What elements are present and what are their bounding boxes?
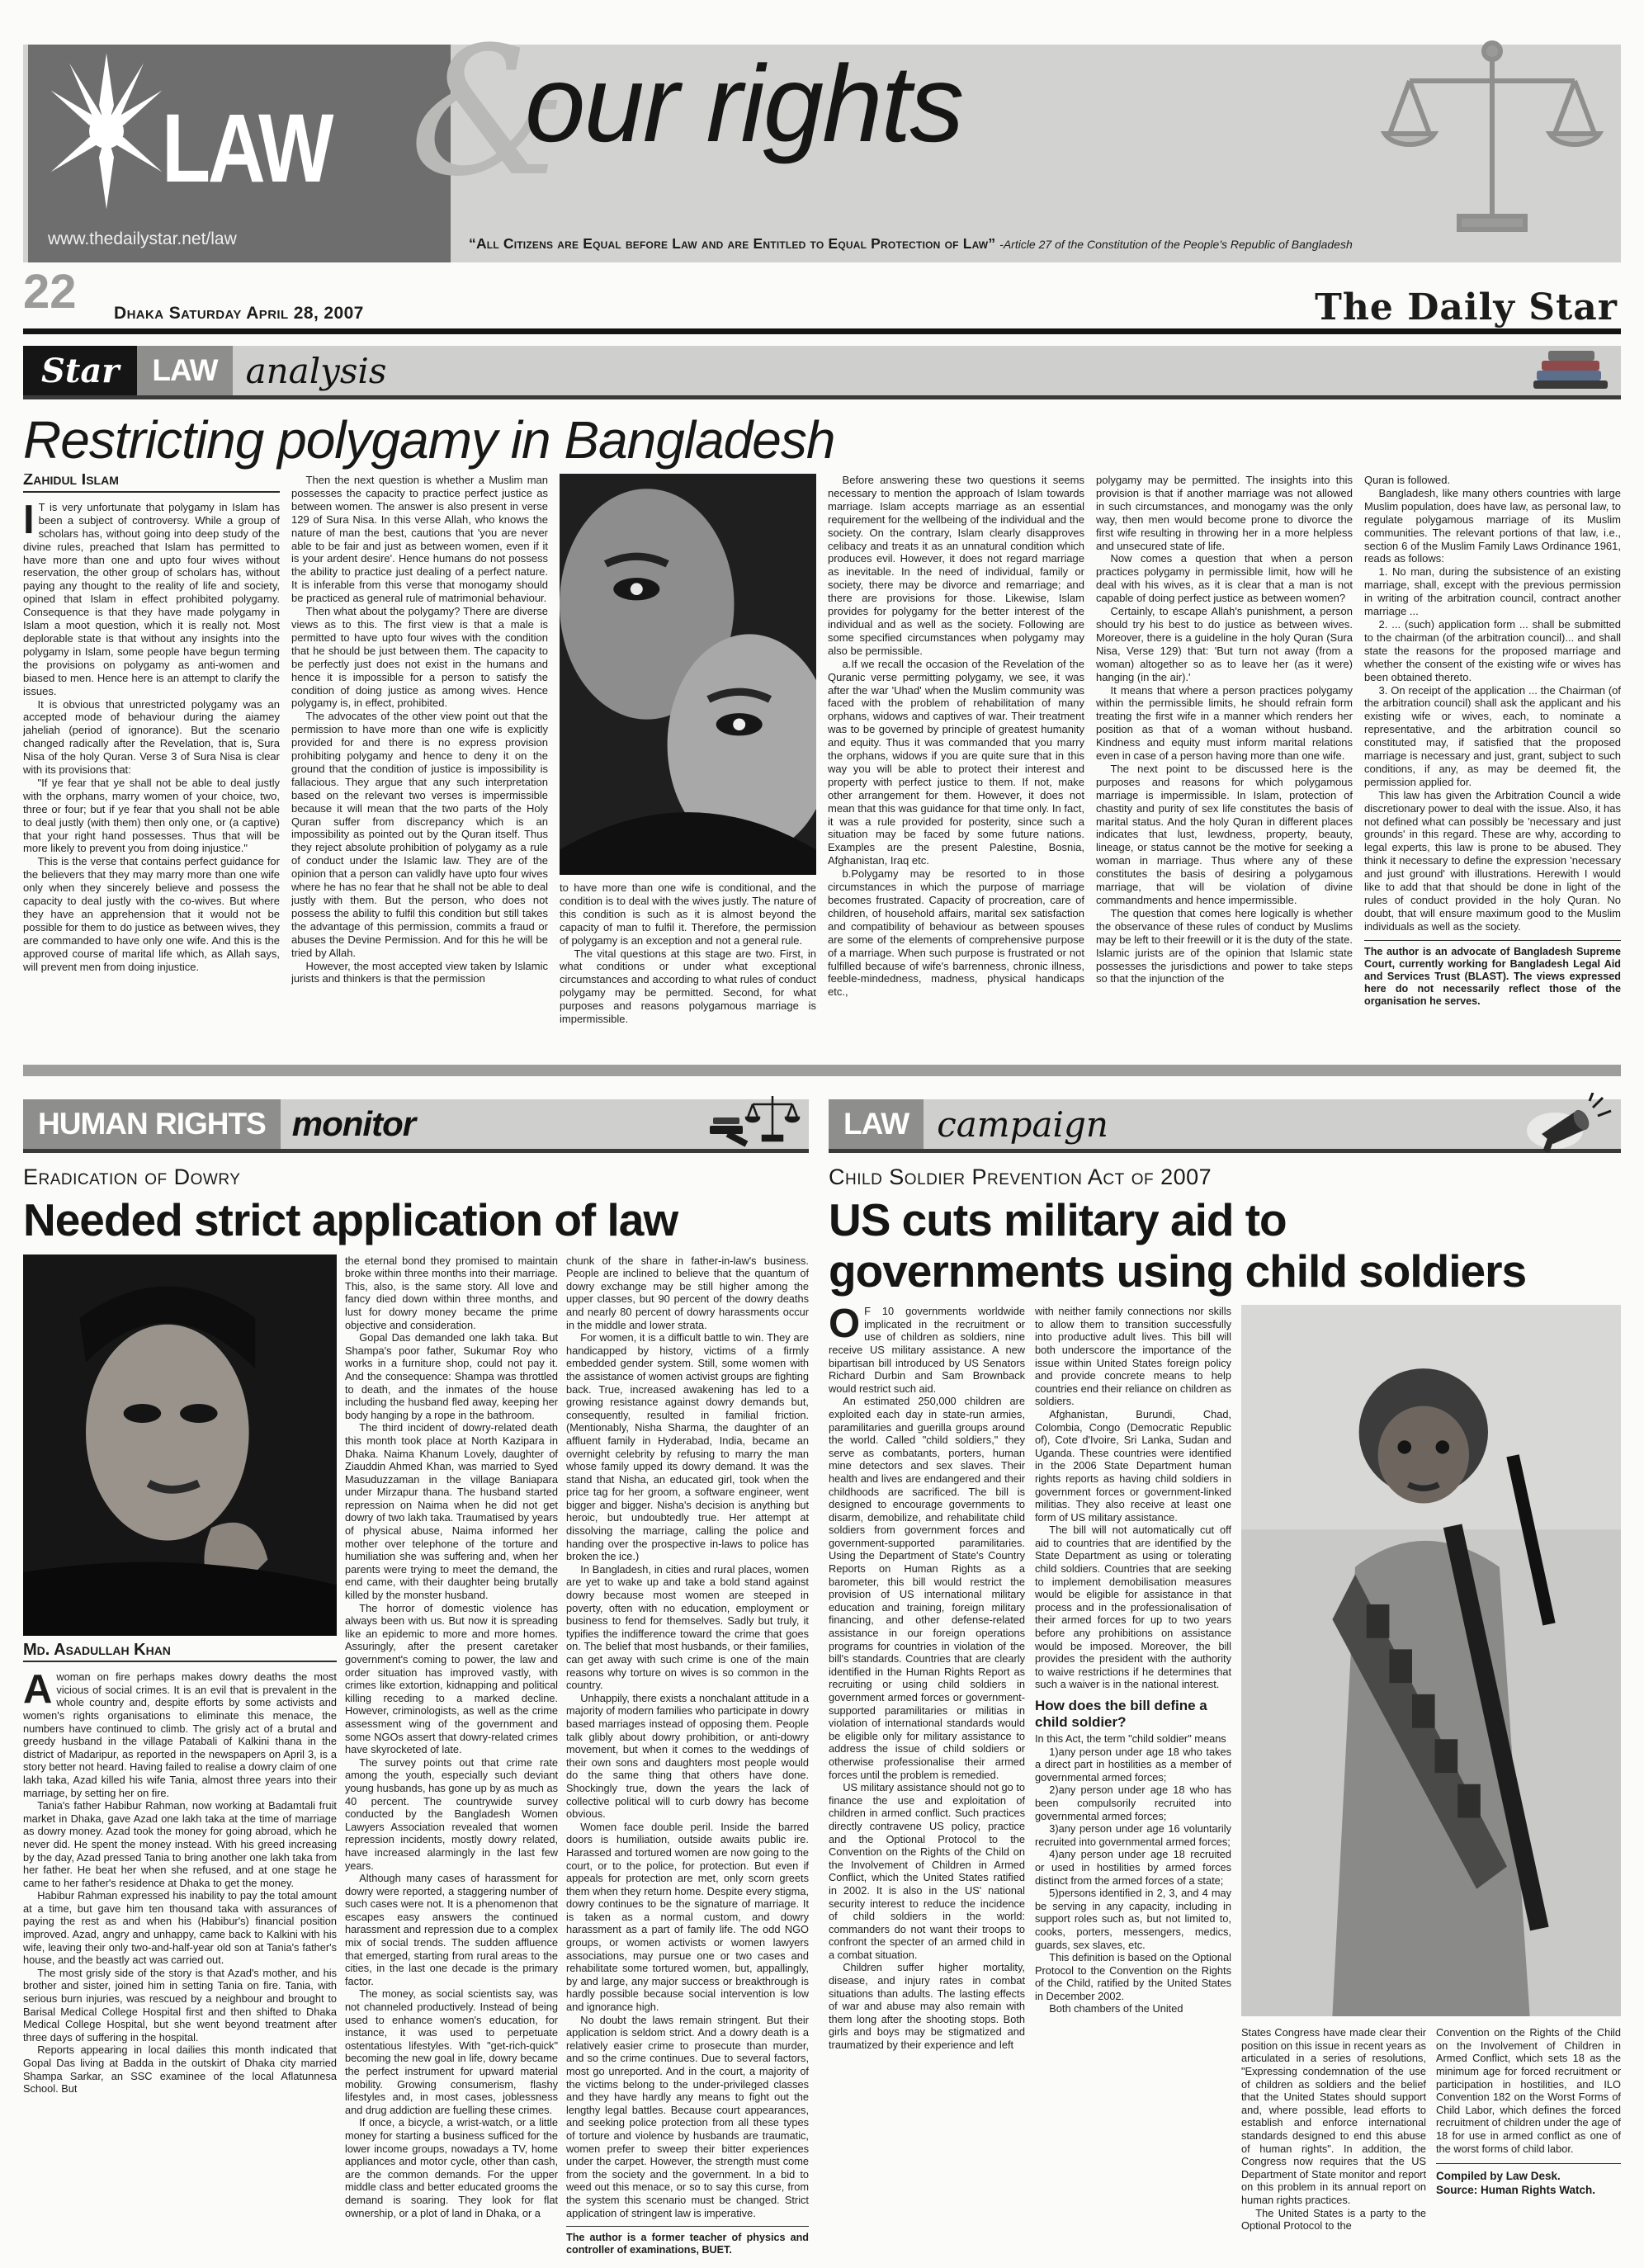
- paragraph: Children suffer higher mortality, disease, and injury rates in combat situations than adults. The lasting effects of war and abuse may also remain with them long after the shooting stops. Both girls and boys may be stigmatized and traumatized by their experience and left: [829, 1961, 1025, 2052]
- article-text: [291, 474, 548, 985]
- article-text: [1035, 1305, 1231, 1691]
- dateline: Dhaka Saturday April 28, 2007: [114, 304, 364, 323]
- paragraph: Habibur Rahman expressed his inability to pay the total amount at a time, but gave him ten thousand taka with assurances of paying the rest as and when his (Habibur's) financial position improved. Azad, angry and unhappy, came back to Kalkini with his wife, leaving their only two-and-half-year old son at Tania's father's house, and the beastly act was carried out.: [23, 1889, 337, 1967]
- campaign-credits: [1436, 2163, 1621, 2197]
- analysis-byline: Zahidul Islam: [23, 474, 280, 493]
- section-divider: [23, 1065, 1621, 1076]
- scales-books-gavel-icon: [705, 1093, 804, 1156]
- article-text: [23, 1667, 337, 2096]
- paragraph: Bangladesh, like many others countries with large Muslim population, does have law, as personal law, to regulate polygamous marriage of its Muslim communities. The relevant portions of that law, i.e., section 6 of the Muslim Family Laws Ordinance 1961, reads as follows:: [1364, 486, 1621, 565]
- paragraph: In Bangladesh, in cities and rural places, women are yet to wake up and take a bold stand against dowry because most women are steeped in poverty, often with no education, employment or business to fend for themselves. Sadly but truly, it typifies the indifference toward the crime that goes on. The belief that most husbands, or their families, can get away with such crime is one of the main reasons why torture on wives is so common in the country.: [566, 1562, 809, 1692]
- monitor-headline: Needed strict application of law: [23, 1194, 678, 1245]
- analysis-author-note: The author is an advocate of Bangladesh Supreme Court, currently working for Bangladesh Legal Aid and Services Trust (BLAST). The views expressed here do not necessarily reflect those of the organisation he serves.: [1364, 940, 1621, 1008]
- tagline-attribution: -Article 27 of the Constitution of the People's Republic of Bangladesh: [999, 238, 1353, 251]
- analysis-column-2: [291, 474, 548, 1051]
- paragraph: Now comes a question that when a person practices polygamy in permissible limit, how will he deal with his wives, as it is clear that a man is not capable of doing perfect justice as between women?: [1096, 552, 1353, 605]
- campaign-column-1: [829, 1305, 1025, 2268]
- compiled-by: Compiled by Law Desk.: [1436, 2170, 1561, 2183]
- article-text: [560, 881, 816, 1026]
- source-line: Source: Human Rights Watch.: [1436, 2184, 1596, 2197]
- article-text: [566, 1254, 809, 2220]
- paragraph: b.Polygamy may be resorted to in those circumstances in which the purpose of marriage becomes frustrated. Capacity of procreation, care of children, of household affairs, marital sex satisfaction and compatibility of behaviour as between spouses are some of the elements of comprehensive purpose of a marriage. When such purpose is frustrated or not fulfilled because of wife's barrenness, chronic illness, feeble-mindedness, madness, physical handicaps etc.,: [828, 867, 1084, 999]
- paragraph: If once, a bicycle, a wrist-watch, or a little money for starting a business sufficed for the lower income groups, nowadays a TV, home appliances and motor cycle, other than cash, are the common demands. For the upper middle class and better educated grooms the demand is soaring. They look for flat ownership, or a plot of land in Dhaka, or a: [345, 2116, 558, 2219]
- paragraph: Both chambers of the United: [1049, 2002, 1183, 2015]
- section-rule: [829, 1149, 1621, 1153]
- analysis-column-1: [23, 474, 280, 1051]
- paragraph: the eternal bond they promised to maintain broke within three months into their marriage. This, also, is the same story. All love and fancy died down within three months, and lust for dowry money became the prime objective and consideration.: [345, 1254, 558, 1331]
- paragraph: 4)any person under age 18 recruited or used in hostilities by armed forces distinct from the armed forces of a state;: [1035, 1848, 1231, 1887]
- analysis-headline: Restricting polygamy in Bangladesh: [23, 410, 835, 470]
- paragraph: States Congress have made clear their position on this issue in recent years as articulated in a series of resolutions, "Expressing condemnation of the use of children as soldiers and the belief that the United States should support and, where possible, lead efforts to establish and enforce international standards designed to end this abuse of human rights". In addition, the Congress now requires that the US Department of State monitor and report on this problem in its annual report on human rights practices.: [1241, 2026, 1426, 2206]
- article-text: [345, 1254, 558, 2220]
- paragraph: For women, it is a difficult battle to win. They are handicapped by history, victims of a firmly embedded gender system. Still, some women with the assistance of women activist groups are fighting back. True, increased awakening has led to a growing resistance against dowry demands but, consequently, resulted in familial friction.(Mentionably, Nisha Sharma, the daughter of an affluent family in Hyderabad, India, became an overnight celebrity by refusing to marry the man whose family upped its dowry demand. It was the stand that Nisha, an educated girl, took when the price tag for her groom, a software engineer, went bigger and bigger. Nisha's decision is anything but heroic, but undoubtedly true. Her attempt at dissolving the marriage, calling the police and handing over the prospective in-laws to police has broken the ice.): [566, 1331, 809, 1563]
- paragraph: The money, as social scientists say, was not channeled productively. Instead of being used to enhance women's education, for instance, it was used to perpetuate ostentatious lifestyles. With "get-rich-quick" becoming the new goal in life, dowry became the perfect instrument for upward material mobility. Growing consumerism, flashy lifestyles and, in most cases, joblessness and drug addiction are fuelling these crimes.: [345, 1987, 558, 2116]
- paragraph: Then the next question is whether a Muslim man possesses the capacity to practice perfect justice as between women. The answer is also present in verse 129 of Sura Nisa. In this verse Allah, who knows the nature of man the best, cautions that 'you are never able to be fair and just as between women, even if it is your ardent desire'. Hence humans do not possess the ability to practice just dealing of a perfect nature. It is inferable from this verse that monogamy should be practiced as general rule of matrimonial behaviour.: [291, 474, 548, 605]
- campaign-kicker: Child Soldier Prevention Act of 2007: [829, 1165, 1212, 1189]
- paragraph: Tania's father Habibur Rahman, now working at Badamtali fruit market in Dhaka, gave Azad one lakh taka at the time of marriage as dowry money. Azad took the money for going abroad, which he never did. He spent the money instead. With his greed increasing by the day, Azad pressed Tania to bring another one lakh taka from her father. He beat her when she refused, and at one stage he came to her father's residence at Dhaka to get the money.: [23, 1799, 337, 1889]
- analysis-column-6: [1364, 474, 1621, 1051]
- section-rule: [23, 1149, 809, 1153]
- paragraph: This law has given the Arbitration Council a wide discretionary power to deal with the issue. Also, it has not defined what can possibly be 'necessary and just grounds' in this regard. These are why, according to legal experts, this law is prone to be abused. They think it necessary to define the expression 'necessary and just ground' with illustrations. Herewith I would like to add that that should be done in light of the rules of conduct provided in the holy Quran. No doubt, that will ensure maximum good to the Muslim individuals as well as the society.: [1364, 788, 1621, 933]
- section-name-analysis: analysis: [245, 350, 387, 391]
- paragraph: This is the verse that contains perfect guidance for the believers that they may marry more than one wife only when they sincerely believe and possess the capacity to deal justly with the co-wives. But where they have an apprehension that it would not be possible for them to do justice as between wives, they are commanded to have only one wife. And this is the approved course of marital life which, as Allah says, will prevent men from doing injustice.: [23, 855, 280, 973]
- monitor-column-2: [345, 1254, 558, 2268]
- paragraph: It is obvious that unrestricted polygamy was an accepted mode of behaviour during the aiamey jaheliah (period of ignorance). But the scenario changed radically after the Revelation, that is, Sura Nisa of the holy Quran. Verse 3 of Sura Nisa is clear with its provisions that:: [23, 697, 280, 777]
- paragraph: 5)persons identified in 2, 3, and 4 may be serving in any capacity, including in support roles such as, but not limited to, cooks, porters, messengers, medics, guards, sex slaves, etc.: [1035, 1887, 1231, 1951]
- page-info-row: [23, 265, 1621, 328]
- section-bar-analysis: [23, 346, 1621, 395]
- paragraph: However, the most accepted view taken by Islamic jurists and thinkers is that the permission: [291, 959, 548, 985]
- masthead-title-our-rights: our rights: [525, 43, 963, 164]
- campaign-column-2: [1035, 1305, 1231, 2268]
- page-number: 22: [23, 265, 77, 319]
- paragraph: with neither family connections nor skills to allow them to transition successfully into productive adult lives. This bill will both underscore the importance of the issue within United States foreign policy and provide concrete means to help countries end their reliance on children as soldiers.: [1035, 1305, 1231, 1408]
- paragraph: Awoman on fire perhaps makes dowry deaths the most vicious of social crimes. It is an evil that is prevalent in the whole country and, despite efforts by some activists and women's rights organisations to eliminate this menace, the numbers have continued to climb. The grisly act of a brutal and greedy husband in the village Patabali of Kalkini thana in the district of Madaripur, as reported in the newspapers on April 3, is a story better not heard. Having failed to realise a dowry claim of one lakh taka, Azad killed his wife Tania, almost three years into their marriage, by setting her on fire.: [23, 1667, 337, 1799]
- masthead-website-link[interactable]: www.thedailystar.net/law: [48, 229, 237, 248]
- section-bar-campaign: [829, 1099, 1621, 1149]
- campaign-column-3-left: [1241, 2026, 1426, 2233]
- paragraph: The horror of domestic violence has always been with us. But now it is spreading like an epidemic to more and more homes. Assuringly, after the present caretaker government's coming to power, the law and order situation has improved vastly, with crimes like extortion, kidnapping and political killing receding to a marked decline. However, criminologists, as well as the crime assessment wing of the government and some NGOs assert that dowry-related crimes have skyrocketed of late.: [345, 1601, 558, 1756]
- scales-of-justice-icon: [1368, 38, 1616, 263]
- monitor-byline: Md. Asadullah Khan: [23, 1644, 337, 1663]
- paragraph: Certainly, to escape Allah's punishment, a person should try his best to do justice as between wives. Moreover, there is a guideline in the holy Quran (Sura Nisa, Verse 129) that: 'But turn not away (from a woman) altogether so as to leave her (as it were) hanging (in the air).': [1096, 605, 1353, 683]
- paragraph: Unhappily, there exists a nonchalant attitude in a majority of modern families who participate in dowry based marriages instead of opposing them. People talk glibly about dowry prohibition, or anti-dowry movement, but when it comes to the weddings of their own sons and daughters most people would do the same thing that others have done. Shockingly true, down the years the lack of collective political will to curb dowry has become obvious.: [566, 1691, 809, 1821]
- campaign-headline: US cuts military aid to governments using child soldiers: [829, 1194, 1527, 1297]
- masthead: [23, 8, 1621, 262]
- masthead-tagline: [469, 235, 1357, 253]
- paragraph: The vital questions at this stage are two. First, in what conditions or under what exceptional circumstances and according to what rules of conduct polygamy may be permitted. Second, for what purposes and reasons polygamous marriage is impermissible.: [560, 947, 816, 1026]
- paragraph: 2. ... (such) application form ... shall be submitted to the chairman (of the arbitration council)... and shall state the reasons for the proposed marriage and whether the consent of the existing wife or wives has been obtained thereto.: [1364, 617, 1621, 683]
- paragraph: Women face double peril. Inside the barred doors is humiliation, outside awaits public ire. Harassed and tortured women are now going to the court, or to the police, for protection. But even if appeals for protection are met, only scorn greets them when they return home. Despite every stigma, dowry continues to be the signature of marriage. It is taken as a normal custom, and dowry harassment as a part of family life. The odd NGO groups, or women activists or women lawyers associations, may pursue one or two cases and rehabilitate some tortured women, but, appallingly, by and large, any major success or breakthrough is hardly possible because social intervention is low and ignorance high.: [566, 1820, 809, 2014]
- campaign-column-3-right: [1436, 2026, 1621, 2233]
- paragraph: 3. On receipt of the application ... the Chairman (of the arbitration council) shall ask the applicant and his existing wife or wives, each, to nominate a representative, and the arbitration council so constituted may, if satisfied that the proposed marriage is necessary and just, grant, subject to such conditions, if any, as may be deemed fit, the permission applied for.: [1364, 683, 1621, 788]
- section-brand-star: Star: [23, 346, 137, 395]
- analysis-column-5: [1096, 474, 1353, 1051]
- paragraph: a.If we recall the occasion of the Revelation of the Quranic verse permitting polygamy, we see, it was after the war 'Uhad' when the Muslim community was faced with the problem of rehabilitation of many orphans, widows and captives of war. Their treatment was to be governed by principle of greatest humanity and equity. Thus it was commanded that you marry the orphans, widows if you are quite sure that in this way you will be able to protect their interest and property with perfect justice to them. If not, make other arrangement for them. However, it does not mean that this was guidance for that time only. In fact, it was a rule provided for posterity, since such a situation may be faced by some future nations. Examples are the present Palestine, Bosnia, Afghanistan, Iraq etc.: [828, 657, 1084, 867]
- paragraph: Afghanistan, Burundi, Chad, Colombia, Congo (Democratic Republic of), Cote d'Ivoire, Sri Lanka, Sudan and Uganda. These countries were identified in the 2006 State Department human rights reports as having child soldiers in government forces or government-linked militias. They also receive at least one form of US military assistance.: [1035, 1407, 1231, 1524]
- polygamy-photo: [560, 474, 816, 875]
- paragraph: Before answering these two questions it seems necessary to mention the approach of Islam towards marriage. Islam accepts marriage as an essential requirement for the wellbeing of the individual and the society. On the contrary, Islam clearly disapproves celibacy and treats it as an unnatural condition which produces evil. However, it does not regard marriage as inevitable. In the need of individual, family or society, there may be divorce and remarriage; and there are provisions for those. Likewise, Islam provides for polygamy for the better interest of the individual and as well as the society. Following are some specified circumstances when polygamy may also be permissible.: [828, 474, 1084, 657]
- section-rule: [23, 395, 1621, 399]
- paragraph: Gopal Das demanded one lakh taka. But Shampa's poor father, Sukumar Roy who works in a furniture shop, could not pay it. And the consequence: Shampa was throttled to death, and the inmates of the house including the husband fled away, keeping her body hanging by a rope in the bathroom.: [345, 1331, 558, 1421]
- paragraph: 1. No man, during the subsistence of an existing marriage, shall, except with the previous permission in writing of the arbitration council, contract another marriage ...: [1364, 565, 1621, 618]
- paragraph: This definition is based on the Optional Protocol to the Convention on the Rights of the Child, ratified by the United States in December 2002.: [1035, 1951, 1231, 2002]
- paragraph: to have more than one wife is conditional, and the condition is to deal with the wives justly. The nature of this condition is such as it is almost beyond the capacity of man to fulfil it. Therefore, the permission of polygamy is an exception and not a general rule.: [560, 881, 816, 947]
- paragraph: polygamy may be permitted. The insights into this provision is that if another marriage was not allowed in such circumstances, and monogamy was the only way, then men would become prone to divorce the first wife resulting in throwing her in a more helpless and unsecured state of life.: [1096, 474, 1353, 552]
- paragraph: 3)any person under age 16 voluntarily recruited into governmental armed forces;: [1035, 1822, 1231, 1848]
- paragraph: OF 10 governments worldwide implicated in the recruitment or use of children as soldiers, nine receive US military assistance. A new bipartisan bill introduced by US Senators Richard Durbin and Sam Brownback would restrict such aid.: [829, 1305, 1025, 1395]
- paragraph: The survey points out that crime rate among the youth, especially such deviant young husbands, has gone up by as much as 40 percent. The countrywide survey conducted by the Bangladesh Women Lawyers Association revealed that women repression incidents, mostly dowry related, have increased alarmingly in the last few years.: [345, 1755, 558, 1872]
- campaign-column-3: [1241, 1305, 1621, 2268]
- masthead-title-law: LAW: [162, 94, 332, 203]
- paragraph: "If ye fear that ye shall not be able to deal justly with the orphans, marry women of your choice, two, three or four; but if ye fear that you shall not be able to deal justly (with them) then only one, or (a captive) that your right hand possesses. Thus that will be more likely to prevent you from doing injustice.": [23, 776, 280, 855]
- paragraph: The advocates of the other view point out that the permission to have more than one wife is explicitly provided for and there is no express provision prohibiting polygamy and hence to deny it on the ground that the condition of justice is impossibility is fallacious. They argue that any such interpretation based on the relevant two verses is impermissible because it will mean that the two parts of the Holy Quran suffer from discrepancy which is an impossibility as pointed out by the Quran itself. Thus they reject absolute prohibition of polygamy as a rule of conduct under the Islamic law. They are of the opinion that a person can validly have upto four wives where he has no fear that he shall not be able to deal justly with them. But the person, who does not possess the ability to fulfil this condition but still takes the advantage of this permission, commits a fraud or abuses the Devine Permission. And for this he will be tried by Allah.: [291, 710, 548, 959]
- paragraph: The third incident of dowry-related death this month took place at North Kazipara in Dhaka. Naima Khanum Lovely, daughter of Ziauddin Ahmed Khan, was married to Syed Masuduzzaman in the village Baniapara under Mirzapur thana. The husband started repression on Naima when he did not get dowry of two lakh taka. Traumatised by years of physical abuse, Naima informed her mother over telephone of the torture and humiliation she was suffering and, when her parents were trying to meet the demand, the end came, with their daughter being brutally killed by the monster husband.: [345, 1421, 558, 1602]
- paragraph: 1)any person under age 18 who takes a direct part in hostilities as a member of governmental armed forces;: [1035, 1745, 1231, 1784]
- analysis-column-4: [828, 474, 1084, 1051]
- child-soldier-photo: [1241, 1305, 1621, 2016]
- analysis-body: [23, 474, 1621, 1051]
- article-text: [1241, 2026, 1426, 2233]
- paragraph: 2)any person under age 18 who has been compulsorily recruited into governmental armed forces;: [1035, 1784, 1231, 1822]
- megaphone-icon: [1517, 1093, 1616, 1160]
- monitor-author-note: The author is a former teacher of physics and controller of examinations, BUET.: [566, 2226, 809, 2256]
- paragraph: The bill will not automatically cut off aid to countries that are identified by the State Department as using or tolerating child soldiers. Countries that are seeking to implement demobilisation measures would be eligible for assistance in that process and in the professionalisation of their armed forces for up to two years before any prohibitions on assistance would be imposed. Moreover, the bill provides the president with the authority to waive restrictions if he determines that such a waiver is in the national interest.: [1035, 1524, 1231, 1691]
- paragraph: In this Act, the term "child soldier" means: [1035, 1732, 1226, 1745]
- paragraph: Then what about the polygamy? There are diverse views as to this. The first view is that a male is permitted to have upto four wives with the condition that he should be just between them. The capacity to be perfectly just does not exist in the humans and hence it is impossible for a person to satisfy the condition of doing justice as among wives. Hence polygamy is, in effect, prohibited.: [291, 605, 548, 710]
- section-tag-human-rights: HUMAN RIGHTS: [23, 1099, 281, 1149]
- monitor-column-3: [566, 1254, 809, 2268]
- star-burst-icon: [45, 53, 168, 214]
- monitor-column-1: [23, 1254, 337, 2268]
- paragraph: The next point to be discussed here is the purposes and reasons for which polygamous marriage is impermissible. In Islam, protection of chastity and purity of sex life constitutes the basis of marital status. And the holy Quran in different places indicates that lust, lewdness, property, beauty, lineage, or status cannot be the motive for seeking a woman in marriage. Thus where any of these constitutes the basis of desiring a polygamous marriage, that will be violation of divine commandments and hence impermissible.: [1096, 762, 1353, 906]
- campaign-subhead: How does the bill define a child soldier?: [1035, 1698, 1207, 1730]
- paragraph: It means that where a person practices polygamy within the permissible limits, he should refrain form treating the first wife in a manner which renders her position as that of a woman without husband. Kindness and equity must inform marital relations even in case of a person having more than one wife.: [1096, 683, 1353, 763]
- section-name-monitor: monitor: [291, 1104, 416, 1143]
- paragraph: Quran is followed.: [1364, 474, 1451, 486]
- paragraph: Convention on the Rights of the Child on the Involvement of Children in Armed Conflict, which sets 18 as the minimum age for forced recruitment or participation in hostilities, and ILO Convention 182 on the Worst Forms of Child Labor, which defines the forced recruitment of children under the age of 18 for use in armed conflict as one of the worst forms of child labor.: [1436, 2026, 1621, 2155]
- paragraph: Although many cases of harassment for dowry were reported, a staggering number of such cases were not. It is a phenomenon that escapes easy answers the continued harassment and repression due to a complex mix of social trends. The sudden affluence that emerged, starting from rural areas to the cities, in the last one decade is the primary factor.: [345, 1872, 558, 1987]
- article-text: [1096, 474, 1353, 985]
- paragraph: The United States is a party to the Optional Protocol to the: [1241, 2206, 1426, 2233]
- section-bar-monitor: [23, 1099, 809, 1149]
- top-rule: [23, 328, 1621, 334]
- paragraph: The most grisly side of the story is that Azad's mother, and his brother and sister, joined him in setting Tania on fire. Tania, with serious burn injuries, was rescued by a neighbour and brought to Barisal Medical College Hospital first and then shifted to Dhaka Medical College Hospital, but she went beyond treatment after three days of suffering in the hospital.: [23, 1966, 337, 2044]
- section-tag-law: LAW: [829, 1099, 924, 1149]
- paragraph: No doubt the laws remain stringent. But their application is seldom strict. And a dowry death is a relatively easier crime to prosecute than murder, and so the crime continues. Due to several factors, most go unreported. And in the court, a majority of the victims belong to the under-privileged classes and they have hardly any means to fight out the lengthy legal battles. Because court appearances, and seeking police protection from all these types of torture and violence by husbands are traumatic, women prefer to sweep their bitter experiences under the carpet. However, the strength must come from the society and the government. In a bid to weed out this menace, or so to say this curse, from the system this scenario must be changed. Strict application of stringent law is imperative.: [566, 2013, 809, 2219]
- paragraph: IT is very unfortunate that polygamy in Islam has been a subject of controversy. While a group of scholars has, without going into deep study of the divine rules, preached that Islam has permitted to have more than one and upto four wives without reservation, the other group of scholars has, without paying any thought to the reality of life and society, opined that Islam in effect prohibited polygamy. Consequence is that they have made polygamy in Islam a moot question, which it is really not. Most deplorable state is that without any insights into the polygamy in Islam, some people have begun terming the provisions on polygamy as anti-women and biased to men. Hence here is an attempt to clarify the issues.: [23, 497, 280, 697]
- paragraph: The question that comes here logically is whether the observance of these rules of conduct by Muslims may be left to their freewill or it is the duty of the state. Islamic jurists are of the opinion that Islamic state possesses the jurisdictions and power to take steps so that the injunction of the: [1096, 906, 1353, 985]
- article-text: [1035, 1732, 1231, 2015]
- paragraph: Reports appearing in local dailies this month indicated that Gopal Das living at Badda in the outskirt of Dhaka city married Shampa Sarkar, an SSC examinee of the local Aflatunnesa School. But: [23, 2044, 337, 2096]
- paragraph: chunk of the share in father-in-law's business. People are inclined to believe that the quantum of dowry exchange may be still higher among the upper classes, but 90 percent of the dowry deaths and nearly 80 percent of dowry harassments occur in the middle and lower strata.: [566, 1254, 809, 1331]
- article-text: [828, 474, 1084, 999]
- dowry-victim-photo: [23, 1254, 337, 1636]
- paragraph: US military assistance should not go to finance the use and exploitation of children in armed conflict. Such practices directly contravene US policy, practice and the Optional Protocol to the Convention on the Rights of the Child on the Involvement of Children in Armed Conflict, which the United States ratified in 2002. It is also in the US' national security interest to reduce the incidence of child soldiers in the world: commanders do not want their troops to confront the specter of an armed child in a combat situation.: [829, 1781, 1025, 1961]
- masthead-ampersand: &: [409, 8, 568, 215]
- article-text: [829, 1305, 1025, 2051]
- tagline-quote: “All Citizens are Equal before Law and are Entitled to Equal Protection of Law”: [469, 235, 996, 252]
- section-name-campaign: campaign: [937, 1103, 1108, 1145]
- books-icon: [1525, 339, 1616, 406]
- article-text: [23, 497, 280, 974]
- paragraph: An estimated 250,000 children are exploited each day in state-run armies, paramilitaries and guerilla groups around the world. Called "child soldiers," they serve as combatants, porters, human mine detectors and sex slaves. Their health and lives are endangered and their childhoods are sacrificed. The bill is designed to encourage governments to disarm, demobilize, and rehabilitate child soldiers from government forces and government-supported paramilitaries. Using the Department of State's Country Reports on Human Rights as a barometer, this bill would restrict the provision of US international military education and training, foreign military financing, and other defense-related assistance in our foreign operations programs for countries in violation of the bill's standards. Countries that are clearly identified in the Human Rights Report as recruiting or using child soldiers in government armed forces or government-supported paramilitaries or militias in violation of international standards would be eligible only for military assistance to address the issue of child soldiers or otherwise professionalise their armed forces until the problem is remedied.: [829, 1395, 1025, 1781]
- article-text: [1364, 474, 1621, 933]
- human-rights-monitor-section: [23, 1088, 809, 2268]
- law-campaign-section: [829, 1088, 1621, 2268]
- section-tag-law: LAW: [137, 346, 232, 395]
- monitor-kicker: Eradication of Dowry: [23, 1165, 241, 1189]
- newspaper-logo: The Daily Star: [1315, 286, 1618, 328]
- article-text: [1436, 2026, 1621, 2155]
- analysis-column-3: [560, 474, 816, 1051]
